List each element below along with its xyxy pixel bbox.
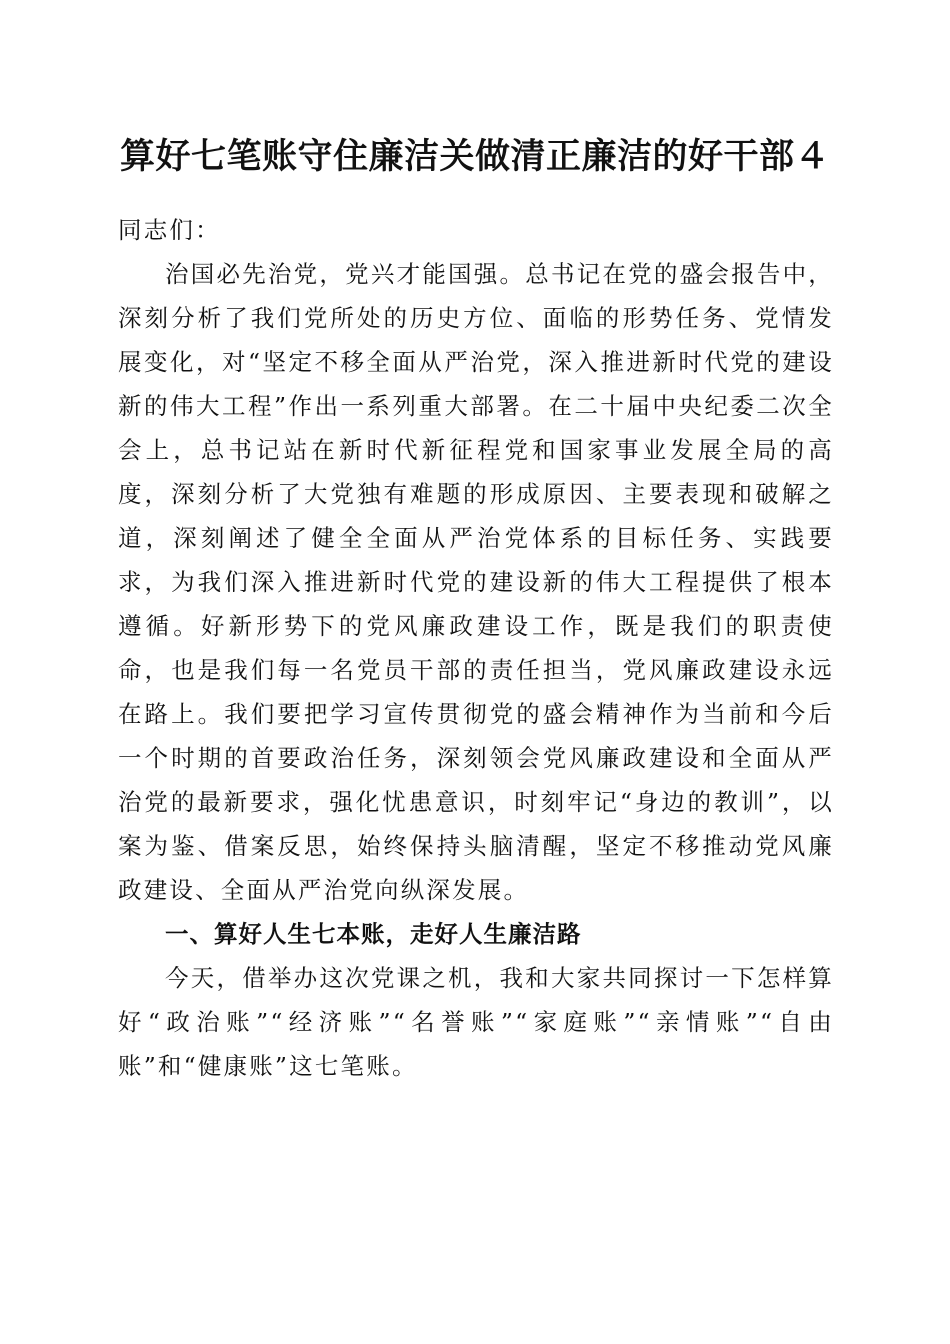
document-title: 算好七笔账守住廉洁关做清正廉洁的好干部４ (119, 136, 830, 177)
paragraph-intro: 治国必先治党，党兴才能国强。总书记在党的盛会报告中，深刻分析了我们党所处的历史方位、面临的形势任务、党情发展变化，对“坚定不移全面从严治党，深入推进新时代党的建设新的伟大工程”作出一系列重大部署。在二十届中央纪委二次全会上，总书记站在新时代新征程党和国家事业发展全局的高度，深刻分析了大党独有难题的形成原因、主要表现和破解之道，深刻阐述了健全全面从严治党体系的目标任务、实践要求，为我们深入推进新时代党的建设新的伟大工程提供了根本遵循。好新形势下的党风廉政建设工作，既是我们的职责使命，也是我们每一名党员干部的责任担当，党风廉政建设永远在路上。我们要把学习宣传贯彻党的盛会精神作为当前和今后一个时期的首要政治任务，深刻领会党风廉政建设和全面从严治党的最新要求，强化忧患意识，时刻牢记“身边的教训”，以案为鉴、借案反思，始终保持头脑清醒，坚定不移推动党风廉政建设、全面从严治党向纵深发展。 (118, 260, 834, 904)
paragraph-seven-accounts: 今天，借举办这次党课之机，我和大家共同探讨一下怎样算好“政治账”“经济账”“名誉账”“家庭账”“亲情账”“自由账”和“健康账”这七笔账。 (118, 964, 834, 1080)
document-body (118, 208, 834, 1088)
salutation: 同志们： (118, 216, 221, 244)
section-heading: 一、算好人生七本账，走好人生廉洁路 (165, 920, 582, 948)
